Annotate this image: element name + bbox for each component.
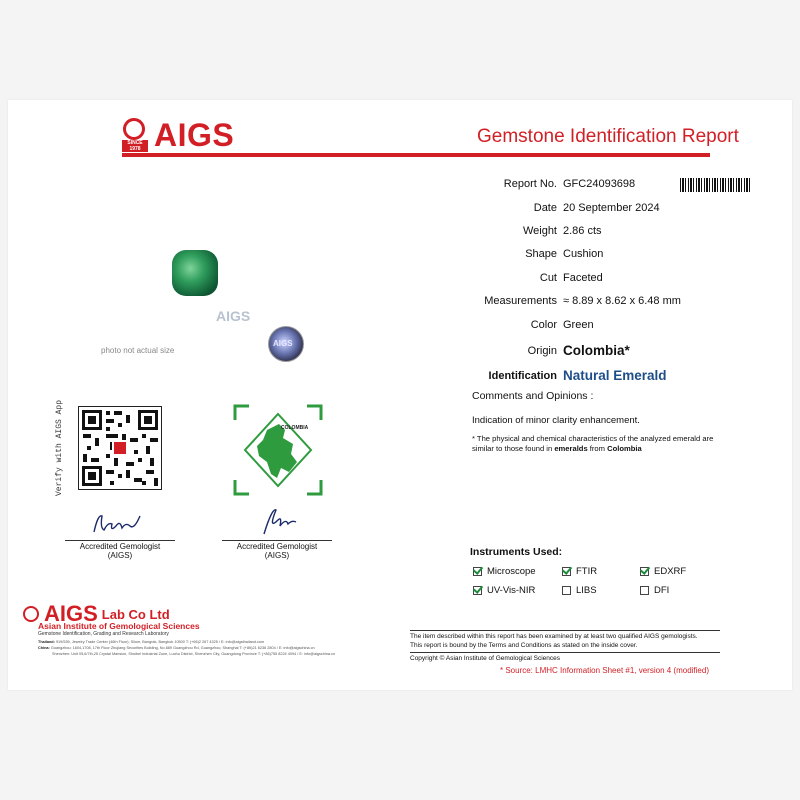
lab-address-china: China: Guangzhou: 1604,1708, 17th Floor Zhujiang Securities Building, No.689 Guangzhou Rd, Guangzhou; Shanghai T: (+86)21 6236 2804 / E: info@aigschina.cn (38, 646, 315, 650)
source-note: * Source: LMHC Information Sheet #1, version 4 (modified) (500, 666, 709, 675)
row-weight (440, 225, 800, 237)
photo-note: photo not actual size (101, 346, 175, 355)
comments-footnote (472, 434, 772, 453)
checkbox-libs[interactable] (562, 586, 571, 595)
seal-icon (122, 118, 148, 154)
label-shape: Shape (525, 248, 557, 260)
instrument-dfi: DFI (640, 585, 669, 596)
row-date (440, 202, 800, 214)
checkbox-ftir[interactable] (562, 567, 571, 576)
value-origin: Colombia* (563, 343, 630, 358)
instrument-microscope: Microscope (473, 566, 536, 577)
label-report-no: Report No. (503, 178, 557, 190)
signature-2-title: Accredited Gemologist (236, 542, 318, 551)
emblem-label: COLOMBIA (281, 425, 309, 431)
report-title: Gemstone Identification Report (477, 126, 739, 147)
instrument-libs: LIBS (562, 585, 597, 596)
checkbox-microscope[interactable] (473, 567, 482, 576)
lab-address-shenzhen: Shenzhen: Unit 05,6/7th,25 Crystal Mansion, Shuibei Industrial Zone, Luohu District, Shenzhen City, Guangdong Province T: (+86)755 8224 4094 / E: info@aigschina.cn (52, 652, 336, 656)
signature-2-icon (258, 506, 298, 538)
copyright: Copyright © Asian Institute of Gemological Sciences (410, 655, 561, 662)
label-weight: Weight (522, 225, 557, 237)
row-cut (440, 272, 800, 284)
value-cut: Faceted (563, 272, 603, 284)
barcode (680, 178, 752, 192)
label-date: Date (533, 202, 557, 214)
gemstone-photo (172, 250, 218, 296)
comments-text: Indication of minor clarity enhancement. (472, 415, 640, 426)
lab-brand: AIGS (44, 601, 98, 626)
signature-2-org: (AIGS) (264, 551, 290, 560)
checkbox-edxrf[interactable] (640, 567, 649, 576)
row-shape (440, 248, 800, 260)
label-color: Color (530, 319, 557, 331)
value-color: Green (563, 319, 594, 331)
row-identification (440, 368, 800, 383)
disclaimer-line-2: This report is bound by the Terms and Conditions as stated on the inside cover. (410, 641, 638, 649)
label-cut: Cut (539, 272, 557, 284)
signature-block-1 (65, 540, 175, 560)
footnote-line-2: similar to those found in emeralds from Colombia (472, 443, 642, 453)
checkbox-uv-vis-nir[interactable] (473, 586, 482, 595)
row-color (440, 319, 800, 331)
signature-1-icon (88, 510, 148, 538)
instruments-heading: Instruments Used: (470, 546, 563, 558)
value-date: 20 September 2024 (563, 202, 660, 214)
comments-heading: Comments and Opinions : (472, 390, 594, 402)
signature-1-org: (AIGS) (107, 551, 133, 560)
qr-code-icon (79, 407, 161, 489)
label-identification: Identification (488, 370, 557, 382)
lab-name: Lab Co Ltd (101, 606, 170, 622)
disclaimer-box (410, 630, 720, 664)
photo-watermark: AIGS (216, 308, 251, 324)
seal-since: SINCE 1978 (122, 140, 148, 152)
instrument-uv-vis-nir: UV-Vis-NIR (473, 585, 535, 596)
signature-block-2 (222, 540, 332, 560)
value-shape: Cushion (563, 248, 604, 260)
signature-1-title: Accredited Gemologist (79, 542, 161, 551)
lab-institute: Asian Institute of Gemological Sciences (38, 621, 200, 631)
instrument-ftir: FTIR (562, 566, 597, 577)
row-measurements (440, 295, 800, 307)
footnote-line-1: * The physical and chemical characteristics of the analyzed emerald are (472, 434, 714, 443)
value-weight: 2.86 cts (563, 225, 602, 237)
value-measurements: ≈ 8.89 x 8.62 x 6.48 mm (563, 295, 681, 307)
instrument-edxrf: EDXRF (640, 566, 686, 577)
brand-name: AIGS (154, 117, 235, 153)
colombia-map-icon (233, 404, 323, 496)
value-identification: Natural Emerald (563, 368, 667, 383)
lab-address-thailand: Thailand: 919/539, Jewelry Trade Center (46th Floor), Silom, Bangrak, Bangkok 10500 T: (+66)2 267 4325 / E: info@aigsthailand.com (38, 640, 265, 644)
verify-app-text: Verify with AIGS App (55, 399, 64, 496)
aigs-logo (122, 117, 234, 154)
value-report-no: GFC24093698 (563, 178, 636, 190)
label-origin: Origin (527, 345, 557, 357)
header-divider (122, 153, 710, 157)
label-measurements: Measurements (484, 295, 557, 307)
lab-services: Gemstone Identification, Grading and Research Laboratory (38, 631, 169, 637)
row-origin (440, 343, 800, 358)
origin-emblem (233, 404, 323, 496)
hologram-sticker: AIGS (268, 326, 304, 362)
disclaimer-line-1: The item described within this report has been examined by at least two qualified AIGS gemologists. (410, 633, 698, 640)
qr-code[interactable] (78, 406, 162, 490)
checkbox-dfi[interactable] (640, 586, 649, 595)
